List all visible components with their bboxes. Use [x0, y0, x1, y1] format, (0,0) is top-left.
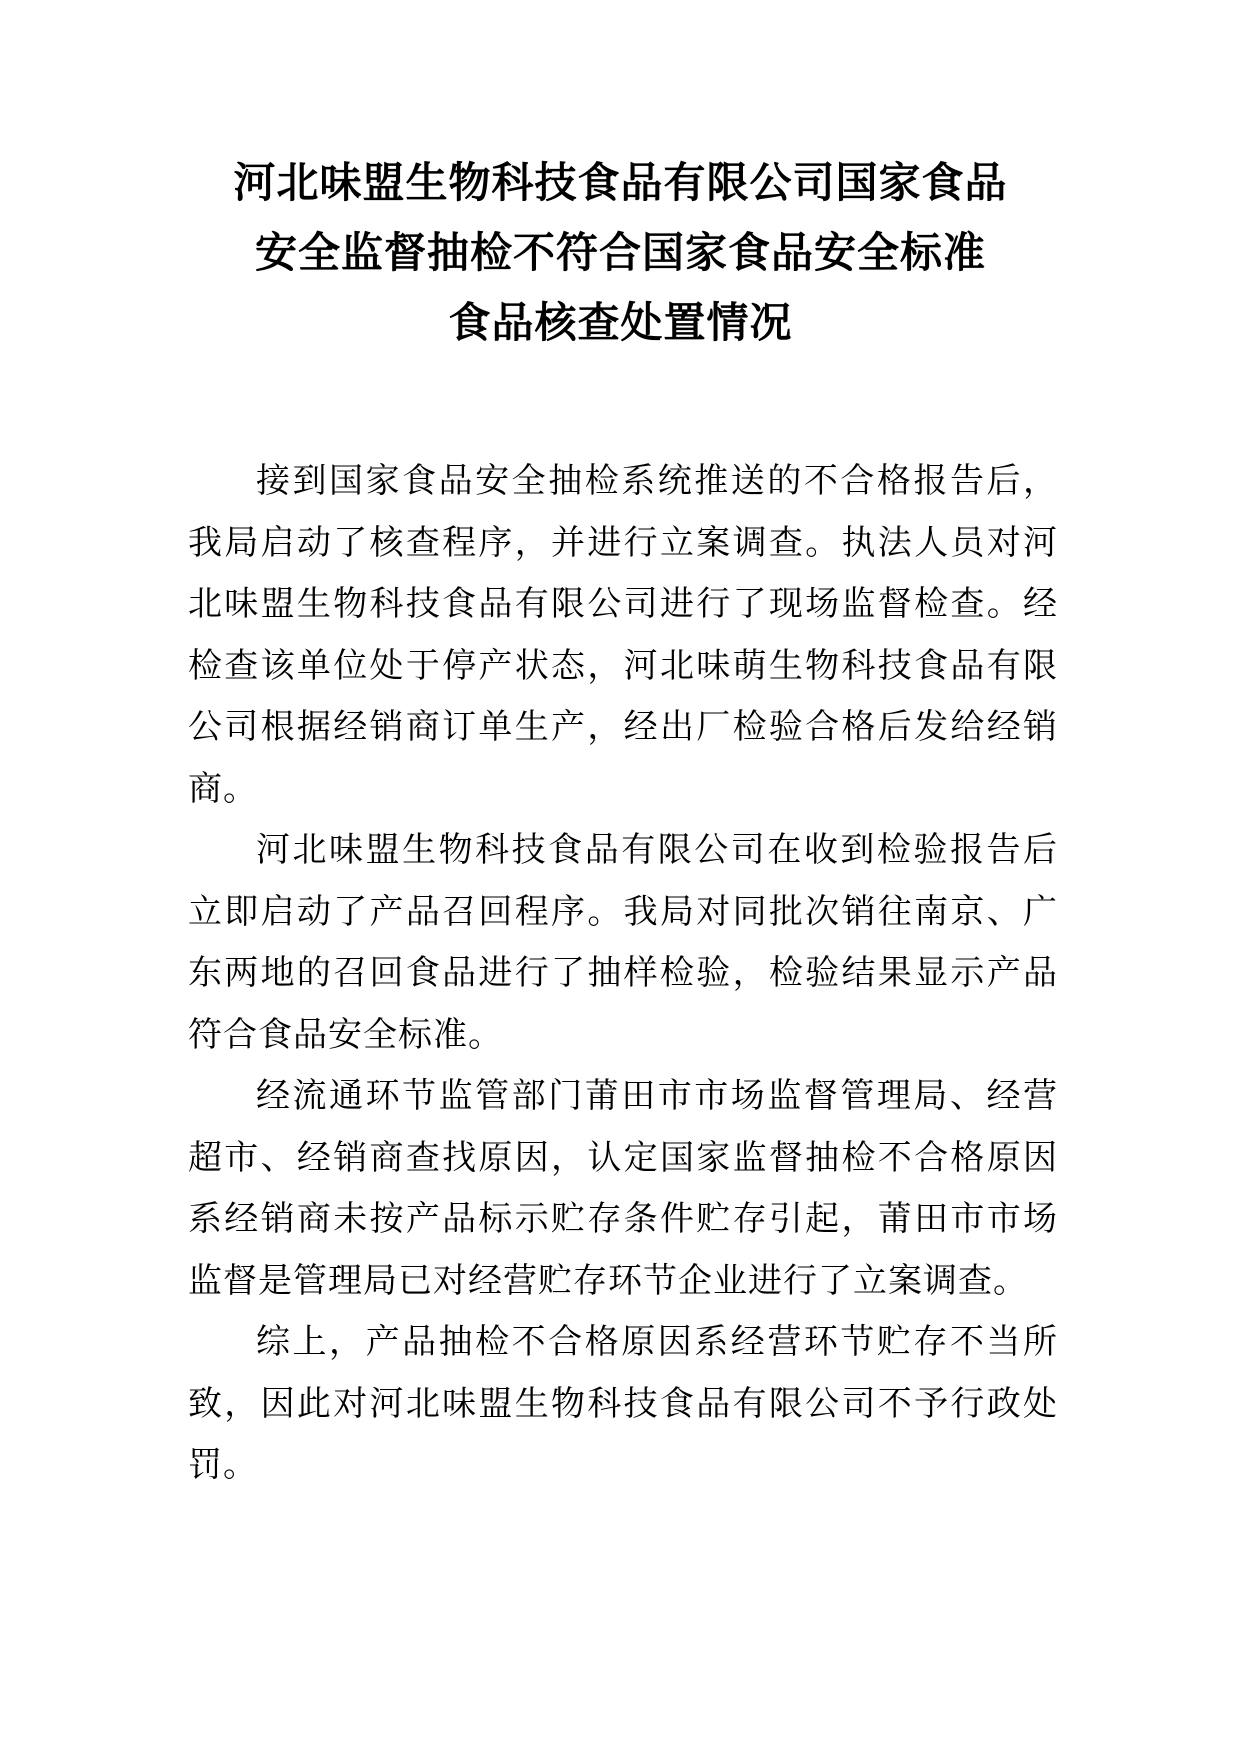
body-paragraph: 综上，产品抽检不合格原因系经营环节贮存不当所致，因此对河北味盟生物科技食品有限公司不予行政处罚。: [188, 1322, 1058, 1485]
document-body: [188, 451, 1058, 1497]
body-paragraph: 经流通环节监管部门莆田市市场监督管理局、经营超市、经销商查找原因，认定国家监督抽检不合格原因系经销商未按产品标示贮存条件贮存引起，莆田市市场监督是管理局已对经营贮存环节企业进行了立案调查。: [188, 1076, 1058, 1301]
body-paragraph: 河北味盟生物科技食品有限公司在收到检验报告后立即启动了产品召回程序。我局对同批次销往南京、广东两地的召回食品进行了抽样检验，检验结果显示产品符合食品安全标准。: [188, 830, 1058, 1055]
title-line: 食品核查处置情况: [448, 298, 793, 347]
document-title: [150, 148, 1091, 358]
title-line: 河北味盟生物科技食品有限公司国家食品: [233, 158, 1008, 207]
title-line: 安全监督抽检不符合国家食品安全标准: [254, 228, 986, 277]
body-paragraph: 接到国家食品安全抽检系统推送的不合格报告后，我局启动了核查程序，并进行立案调查。执法人员对河北味盟生物科技食品有限公司进行了现场监督检查。经检查该单位处于停产状态，河北味萌生物科技食品有限公司根据经销商订单生产，经出厂检验合格后发给经销商。: [188, 461, 1058, 809]
